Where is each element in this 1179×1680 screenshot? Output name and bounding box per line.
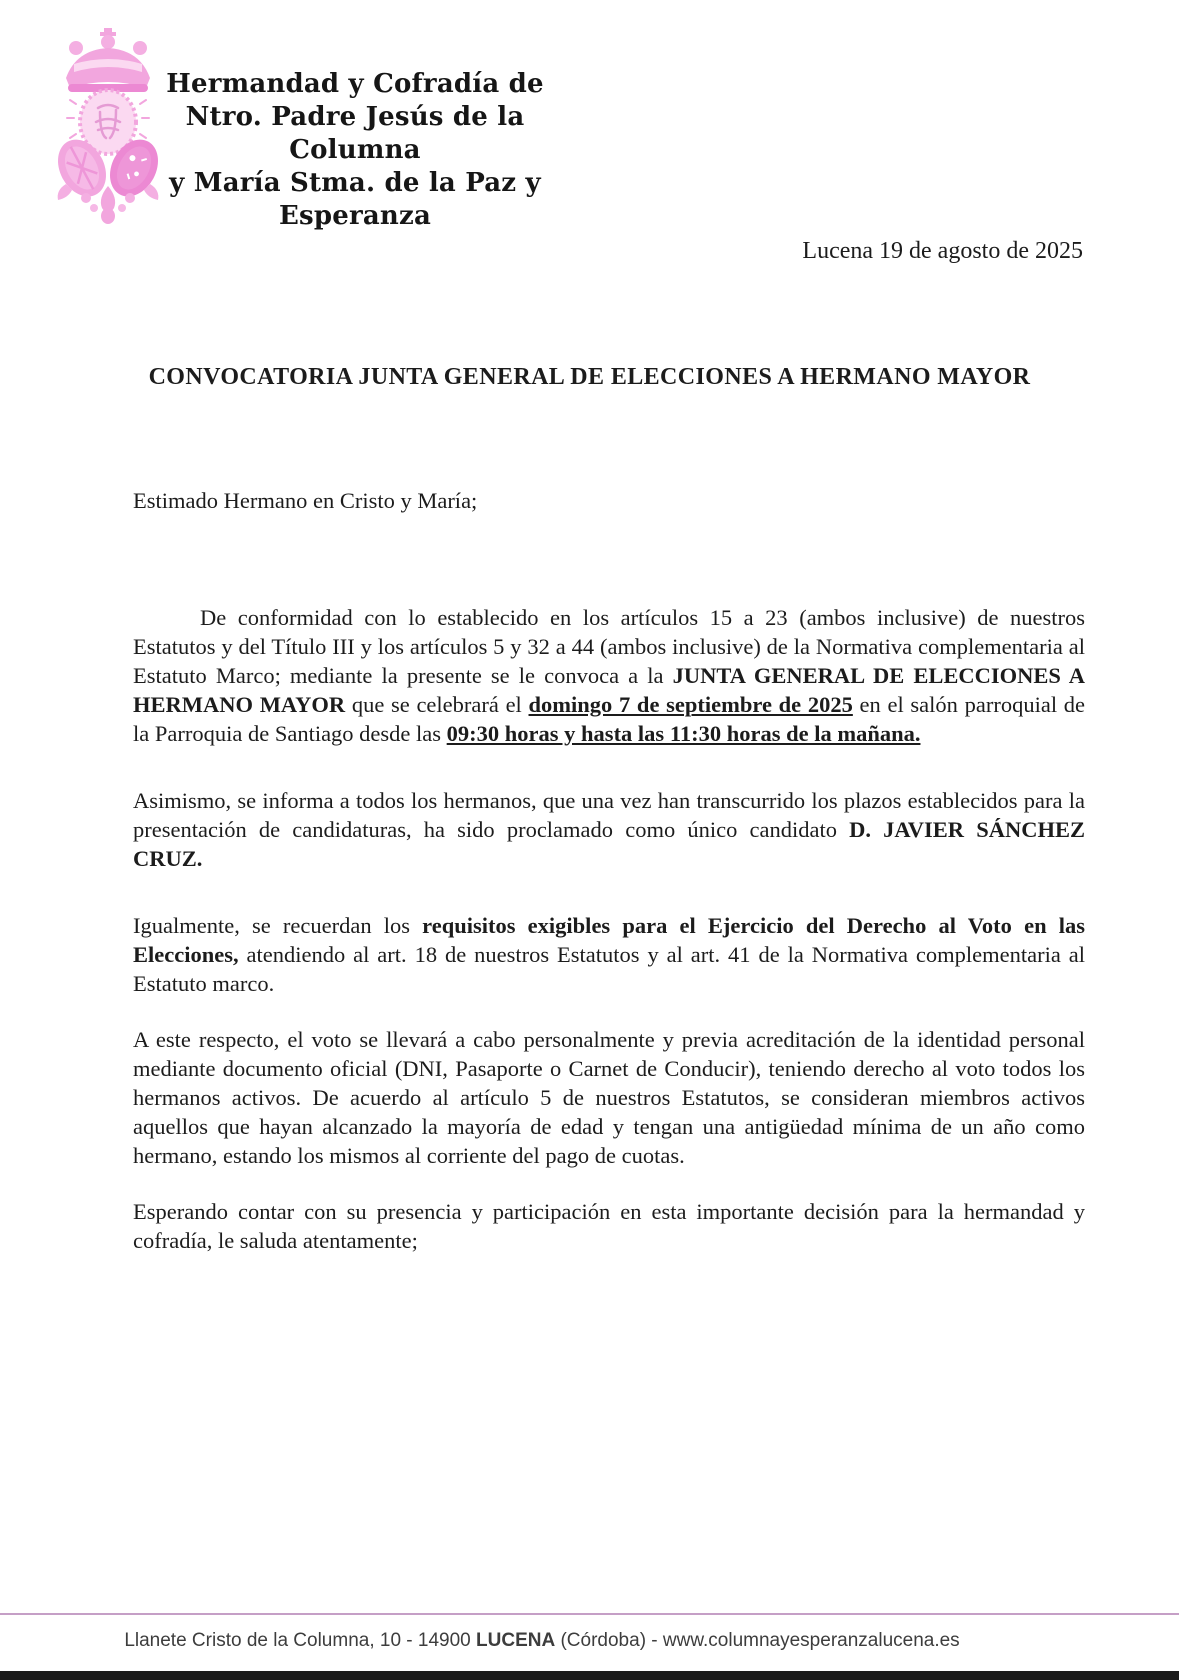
footer-divider-line — [0, 1613, 1179, 1615]
letter-date: Lucena 19 de agosto de 2025 — [802, 238, 1083, 264]
organization-name — [150, 68, 560, 233]
crown-icon — [66, 28, 150, 92]
footer-address: Llanete Cristo de la Columna, 10 - 14900 LUCENA (Córdoba) - www.columnayesperanzalucena.es — [124, 1630, 960, 1651]
org-line-2: Ntro. Padre Jesús de la Columna — [185, 102, 525, 165]
letter-title: CONVOCATORIA JUNTA GENERAL DE ELECCIONES A HERMANO MAYOR — [148, 364, 1031, 390]
letter-paragraph-3: Igualmente, se recuerdan los requisitos exigibles para el Ejercicio del Derecho al Voto en las Elecciones, atendiendo al art. 18 de nuestros Estatutos y al art. 41 de la Normativa complementaria al Estatuto marco. — [133, 913, 1085, 996]
salutation: Estimado Hermano en Cristo y María; — [133, 488, 478, 513]
org-line-1: Hermandad y Cofradía de — [166, 69, 544, 99]
letter-paragraph-5: Esperando contar con su presencia y participación en esta importante decisión para la hermandad y cofradía, le saluda atentamente; — [133, 1199, 1085, 1253]
letter-paragraph-4: A este respecto, el voto se llevará a cabo personalmente y previa acreditación de la identidad personal mediante documento oficial (DNI, Pasaporte o Carnet de Conducir), teniendo derecho al voto todos los hermanos activos. De acuerdo al artículo 5 de nuestros Estatutos, se consideran miembros activos aquellos que hayan alcanzado la mayoría de edad y tengan una antigüedad mínima de un año como hermano, estando los mismos al corriente del pago de cuotas. — [133, 1027, 1085, 1168]
letter-paragraph-2: Asimismo, se informa a todos los hermanos, que una vez han transcurrido los plazos establecidos para la presentación de candidaturas, ha sido proclamado como único candidato D. JAVIER SÁNCHEZ CRUZ. — [133, 788, 1085, 871]
letter-paragraph-1: De conformidad con lo establecido en los artículos 15 a 23 (ambos inclusive) de nuestros Estatutos y del Título III y los artículos 5 y 32 a 44 (ambos inclusive) de la Normativa complementaria al Estatuto Marco; mediante la presente se le convoca a la JUNTA GENERAL DE ELECCIONES A HERMANO MAYOR que se celebrará el domingo 7 de septiembre de 2025 en el salón parroquial de la Parroquia de Santiago desde las 09:30 horas y hasta las 11:30 horas de la mañana. — [133, 605, 1086, 746]
letter-body — [133, 486, 1085, 1255]
org-line-3: y María Stma. de la Paz y Esperanza — [169, 168, 541, 231]
bottom-scan-bar — [0, 1671, 1179, 1680]
